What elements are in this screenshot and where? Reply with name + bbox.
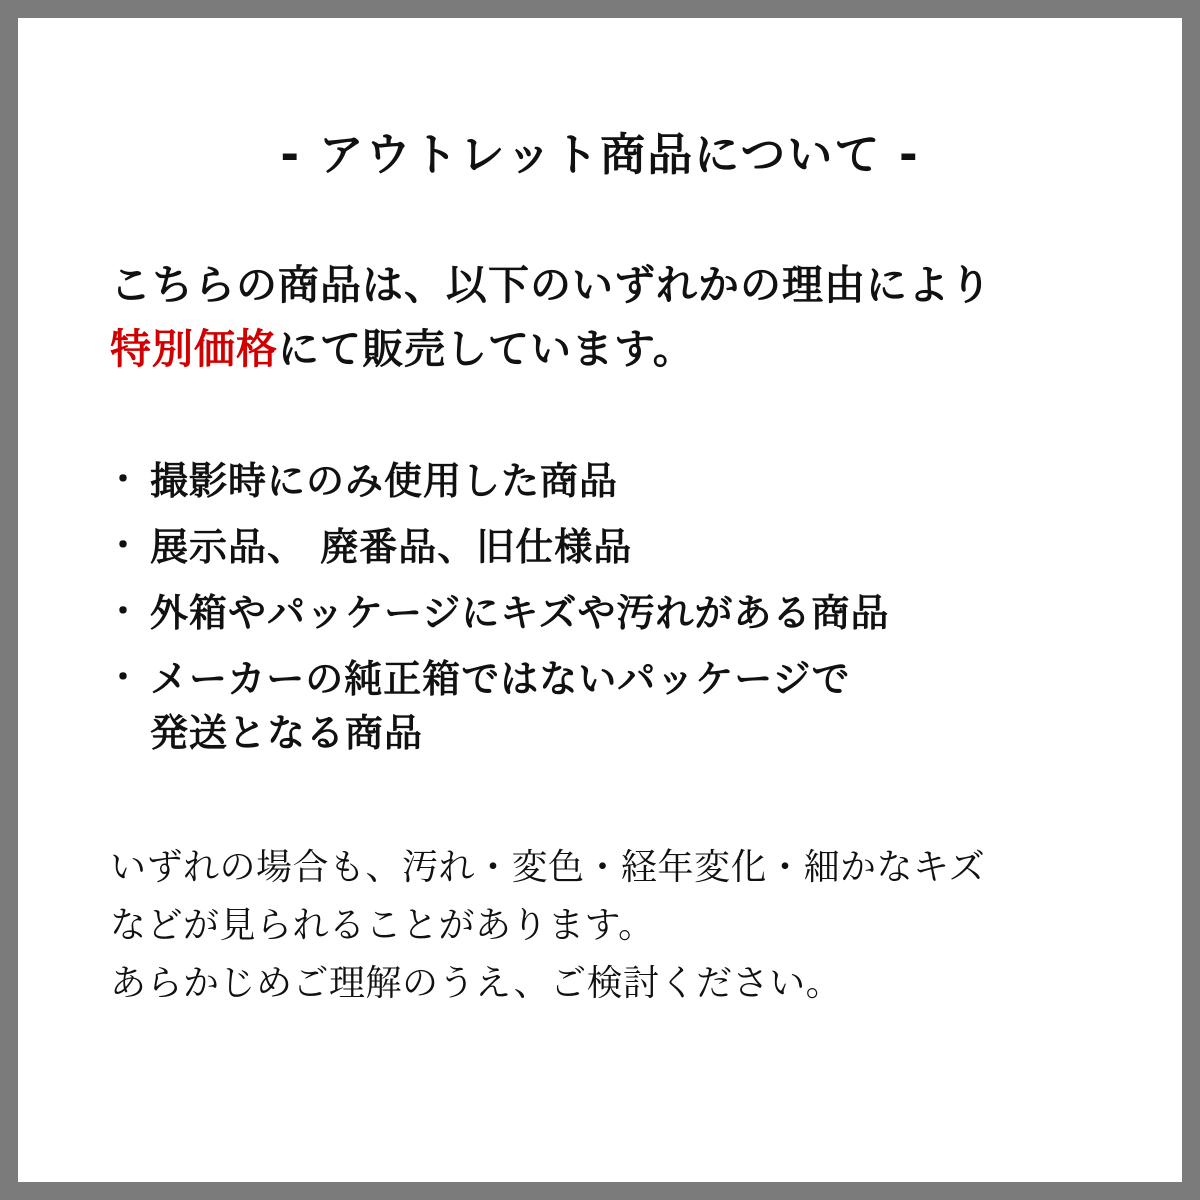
- list-item: [106, 455, 1152, 509]
- lead-paragraph: [18, 254, 1182, 381]
- list-item: [106, 521, 1152, 575]
- list-item-label: 展示品、 廃番品、旧仕様品: [150, 525, 633, 570]
- page-title: - アウトレット商品について -: [280, 128, 920, 181]
- notice-card: [18, 18, 1182, 1182]
- disclaimer-note: いずれの場合も、汚れ・変色・経年変化・細かなキズ などが見られることがあります。 あらかじめご理解のうえ、ご検討ください。: [110, 846, 986, 1005]
- list-item: [106, 653, 1152, 761]
- reason-list: [18, 455, 1182, 761]
- notice-content: [18, 18, 1182, 1182]
- special-price-highlight: 特別価格: [110, 324, 278, 373]
- list-item-label: メーカーの純正箱ではないパッケージで 発送となる商品: [150, 656, 851, 755]
- bullet-icon: ・: [106, 657, 141, 698]
- list-item-label: 撮影時にのみ使用した商品: [150, 459, 619, 504]
- lead-line-2: にて販売しています。: [278, 324, 695, 373]
- list-item-label: 外箱やパッケージにキズや汚れがある商品: [150, 591, 890, 635]
- bullet-icon: ・: [106, 460, 141, 501]
- lead-line-1: こちらの商品は、以下のいずれかの理由により: [110, 261, 992, 309]
- bullet-icon: ・: [106, 526, 141, 567]
- bullet-icon: ・: [106, 592, 141, 632]
- list-item: [106, 587, 1152, 641]
